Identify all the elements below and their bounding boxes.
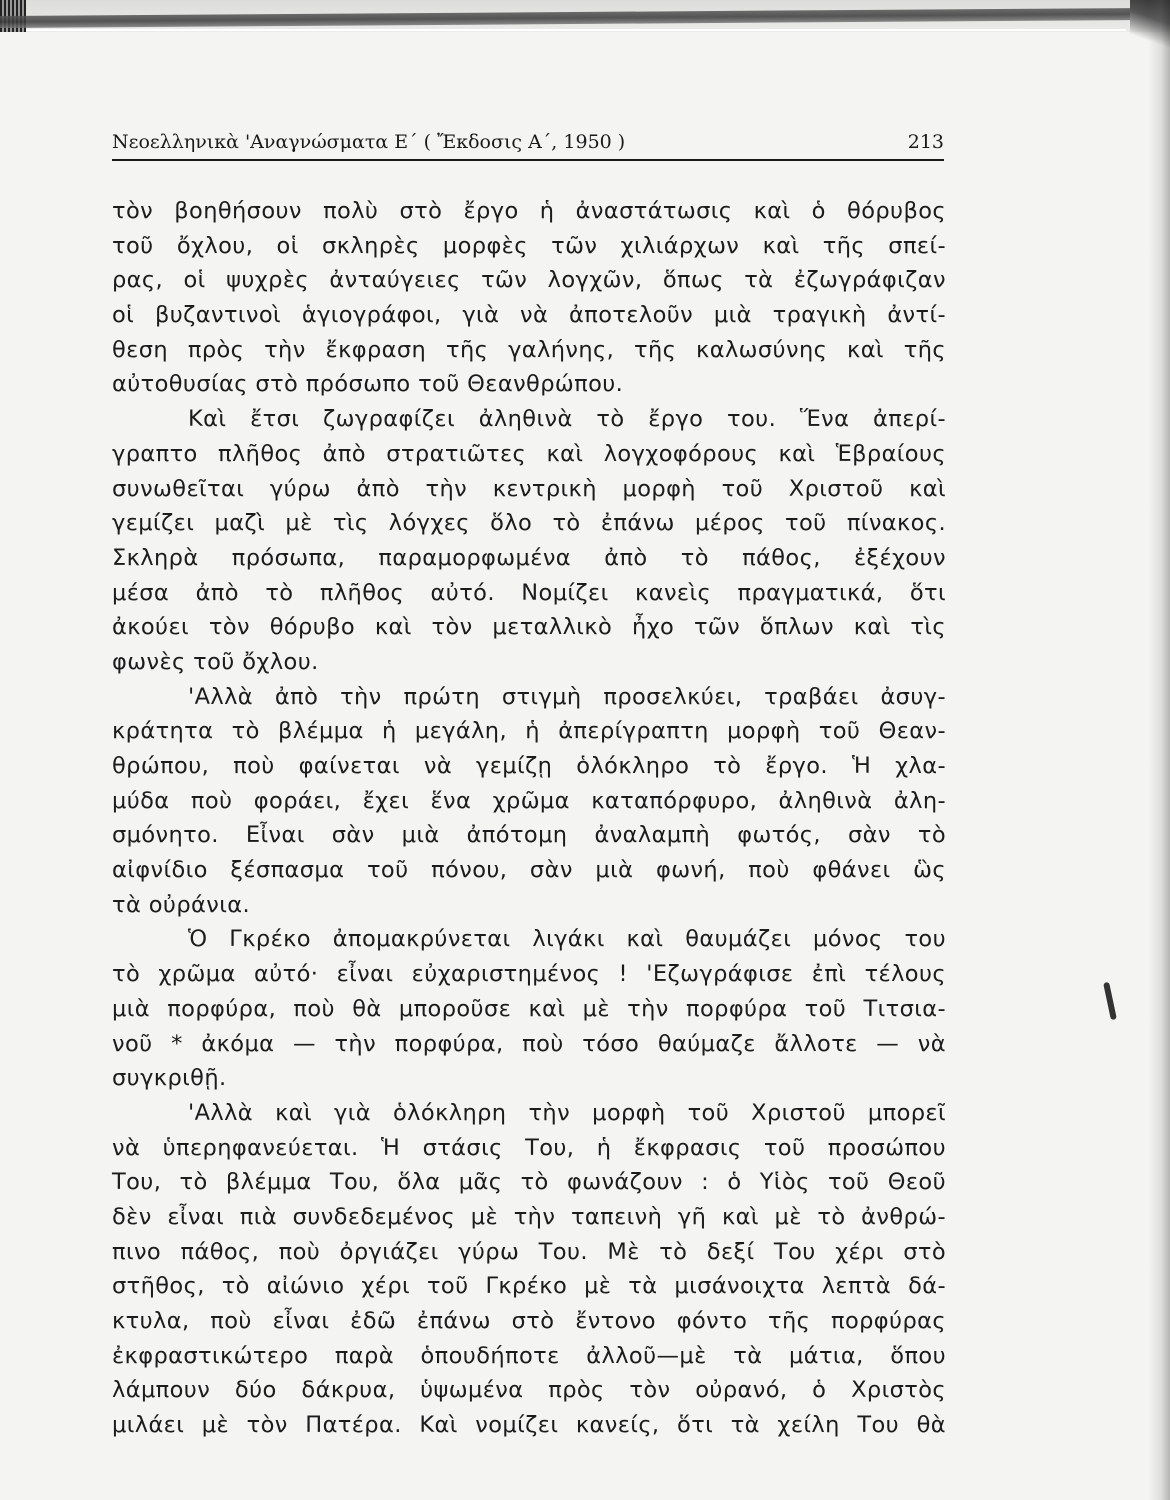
scan-shadow-band xyxy=(0,8,1130,28)
text-line: γραπτο πλῆθος ἀπὸ στρατιῶτες καὶ λογχοφόρους καὶ Ἑβραίους xyxy=(112,440,946,467)
text-line: 'Αλλὰ καὶ γιὰ ὁλόκληρη τὴν μορφὴ τοῦ Χριστοῦ μπορεῖ xyxy=(188,1099,946,1126)
text-line: Του, τὸ βλέμμα Του, ὅλα μᾶς τὸ φωνάζουν : ὁ Υἱὸς τοῦ Θεοῦ xyxy=(112,1169,946,1196)
text-line: σμόνητο. Εἶναι σὰν μιὰ ἀπότομη ἀναλαμπὴ φωτός, σὰν τὸ xyxy=(112,822,946,849)
text-line: τὸ χρῶμα αὐτό· εἶναι εὐχαριστημένος ! 'Εζωγράφισε ἐπὶ τέλους xyxy=(112,961,946,988)
header-rule xyxy=(112,159,944,161)
text-line: Σκληρὰ πρόσωπα, παραμορφωμένα ἀπὸ τὸ πάθος, ἐξέχουν xyxy=(112,544,946,571)
text-line: οἱ βυζαντινοὶ ἁγιογράφοι, γιὰ νὰ ἀποτελοῦν μιὰ τραγικὴ ἀντί- xyxy=(112,302,946,329)
text-line: πινο πάθος, ποὺ ὀργιάζει γύρω Του. Μὲ τὸ δεξί Του χέρι στὸ xyxy=(112,1238,946,1265)
text-line: δὲν εἶναι πιὰ συνδεδεμένος μὲ τὴν ταπεινὴ γῆ καὶ μὲ τὸ ἀνθρώ- xyxy=(112,1203,946,1230)
text-line: φωνὲς τοῦ ὄχλου. xyxy=(112,648,319,675)
paragraph xyxy=(112,680,946,923)
text-line: θρώπου, ποὺ φαίνεται νὰ γεμίζῃ ὁλόκληρο τὸ ἔργο. Ἡ χλα- xyxy=(112,753,946,779)
text-line: αὐτοθυσίας στὸ πρόσωπο τοῦ Θεανθρώπου. xyxy=(112,371,624,398)
paragraph xyxy=(112,922,946,1095)
text-line: τὰ οὐράνια. xyxy=(112,891,250,918)
text-line: κράτητα τὸ βλέμμα ἡ μεγάλη, ἡ ἀπερίγραπτη μορφὴ τοῦ Θεαν- xyxy=(112,718,946,745)
text-line: τὸν βοηθήσουν πολὺ στὸ ἔργο ἡ ἀναστάτωσις καὶ ὁ θόρυβος xyxy=(112,198,946,224)
text-line: μύδα ποὺ φοράει, ἔχει ἕνα χρῶμα καταπόρφυρο, ἀληθινὰ ἀλη- xyxy=(112,787,946,814)
text-line: μιὰ πορφύρα, ποὺ θὰ μποροῦσε καὶ μὲ τὴν πορφύρα τοῦ Τιτσια- xyxy=(112,995,946,1022)
page-right-edge-shadow xyxy=(1148,0,1170,1500)
running-head xyxy=(112,131,944,153)
text-line: συνωθεῖται γύρω ἀπὸ τὴν κεντρικὴ μορφὴ τοῦ Χριστοῦ καὶ xyxy=(112,475,946,502)
text-line: αἰφνίδιο ξέσπασμα τοῦ πόνου, σὰν μιὰ φωνή, ποὺ φθάνει ὣς xyxy=(112,857,946,884)
text-line: κτυλα, ποὺ εἶναι ἐδῶ ἐπάνω στὸ ἔντονο φόντο τῆς πορφύρας xyxy=(112,1308,946,1334)
text-line: μέσα ἀπὸ τὸ πλῆθος αὐτό. Νομίζει κανεὶς πραγματικά, ὅτι xyxy=(112,579,946,606)
page-top-edge xyxy=(26,29,1126,31)
text-line: στῆθος, τὸ αἰώνιο χέρι τοῦ Γκρέκο μὲ τὰ μισάνοιχτα λεπτὰ δά- xyxy=(112,1273,946,1300)
text-line: θεση πρὸς τὴν ἔκφραση τῆς γαλήνης, τῆς καλωσύνης καὶ τῆς xyxy=(112,336,946,363)
scan-top-edge xyxy=(0,0,1170,32)
text-line: ρας, οἱ ψυχρὲς ἀνταύγειες τῶν λογχῶν, ὅπως τὰ ἐζωγράφιζαν xyxy=(112,267,946,294)
text-line: Καὶ ἔτσι ζωγραφίζει ἀληθινὰ τὸ ἔργο του. Ἕνα ἀπερί- xyxy=(188,406,946,433)
page-number: 213 xyxy=(907,131,944,153)
text-line: τοῦ ὄχλου, οἱ σκληρὲς μορφὲς τῶν χιλιάρχων καὶ τῆς σπεί- xyxy=(112,232,946,259)
running-head-title: Νεοελληνικὰ 'Αναγνώσματα Ε΄ ( Ἔκδοσις Α΄, 1950 ) xyxy=(112,131,626,153)
text-line: λάμπουν δύο δάκρυα, ὑψωμένα πρὸς τὸν οὐρανό, ὁ Χριστὸς xyxy=(112,1377,946,1404)
body-text xyxy=(112,194,946,1443)
text-line: συγκριθῇ. xyxy=(112,1065,227,1092)
paragraph xyxy=(112,194,946,402)
text-line: νοῦ * ἀκόμα — τὴν πορφύρα, ποὺ τόσο θαύμαζε ἄλλοτε — νὰ xyxy=(112,1030,946,1057)
text-line: μιλάει μὲ τὸν Πατέρα. Καὶ νομίζει κανείς, ὅτι τὰ χείλη Του θὰ xyxy=(112,1412,946,1439)
text-line: γεμίζει μαζὶ μὲ τὶς λόγχες ὅλο τὸ ἐπάνω μέρος τοῦ πίνακος. xyxy=(112,510,946,537)
text-line: 'Αλλὰ ἀπὸ τὴν πρώτη στιγμὴ προσελκύει, τραβάει ἀσυγ- xyxy=(188,683,946,710)
text-line: ἀκούει τὸν θόρυβο καὶ τὸν μεταλλικὸ ἦχο τῶν ὅπλων καὶ τὶς xyxy=(112,614,946,641)
text-line: ἐκφραστικώτερο παρὰ ὁπουδήποτε ἀλλοῦ—μὲ τὰ μάτια, ὅπου xyxy=(112,1342,946,1369)
text-line: νὰ ὑπερηφανεύεται. Ἡ στάσις Του, ἡ ἔκφρασις τοῦ προσώπου xyxy=(112,1134,946,1161)
paragraph xyxy=(112,1096,946,1443)
paragraph xyxy=(112,402,946,680)
margin-ink-mark xyxy=(1103,982,1117,1020)
text-line: Ὁ Γκρέκο ἀπομακρύνεται λιγάκι καὶ θαυμάζει μόνος του xyxy=(188,926,946,953)
